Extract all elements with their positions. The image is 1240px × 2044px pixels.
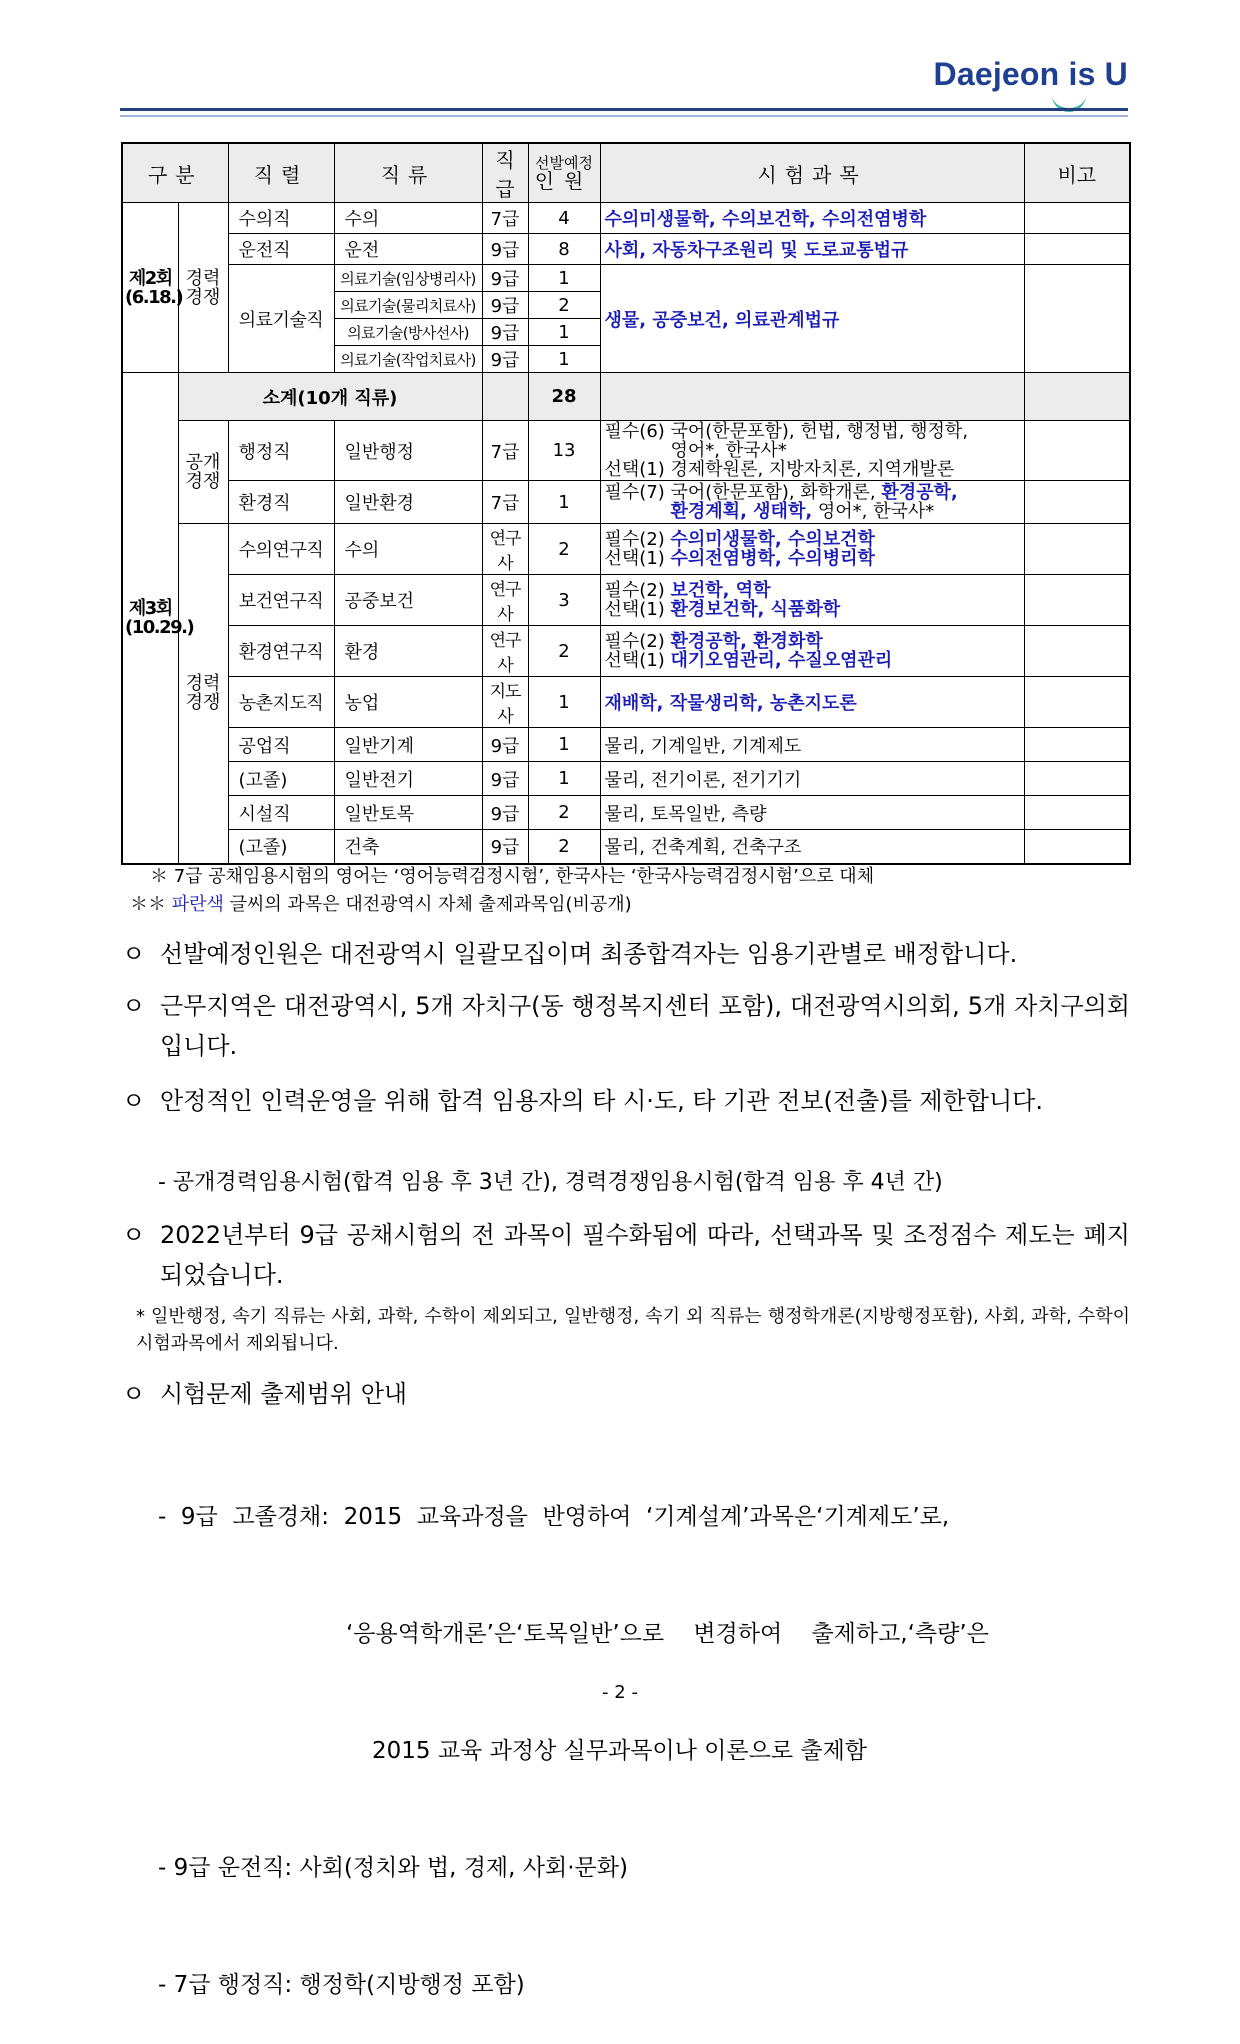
grade-cell: 9급 <box>482 796 528 830</box>
subject-blue: 보건학, 역학 <box>670 580 771 601</box>
count-cell: 2 <box>528 524 600 575</box>
header-rule <box>120 108 1128 111</box>
count-cell: 1 <box>528 265 600 292</box>
class-cell: 의료기술(임상병리사) <box>334 265 482 292</box>
subject-blue: 수의미생물학, 수의보건학 <box>670 529 875 550</box>
count-cell: 1 <box>528 481 600 524</box>
logo-text: Daejeon is U <box>933 56 1128 92</box>
footnote-marker: ＊＊ <box>130 894 172 915</box>
round3-career-type <box>178 524 228 864</box>
class-cell: 운전 <box>334 234 482 265</box>
class-cell: 의료기술(작업치료사) <box>334 346 482 373</box>
open-type-text: 공개경쟁 <box>185 452 221 492</box>
series-cell: 공업직 <box>228 728 334 762</box>
count-cell: 13 <box>528 421 600 481</box>
subjects-cell <box>600 421 1024 481</box>
grade-cell: 연구사 <box>482 626 528 677</box>
subject-blue: 환경공학, 환경화학 <box>670 631 823 652</box>
class-cell: 건축 <box>334 830 482 864</box>
round2-label <box>122 203 183 373</box>
series-cell: 수의직 <box>228 203 334 234</box>
class-cell: 환경 <box>334 626 482 677</box>
class-cell: 수의 <box>334 203 482 234</box>
subject-line <box>605 581 1020 600</box>
remarks-cell <box>1024 234 1130 265</box>
count-cell: 1 <box>528 677 600 728</box>
series-cell: 시설직 <box>228 796 334 830</box>
subject-blue: 대기오염관리, 수질오염관리 <box>670 650 893 671</box>
remarks-cell <box>1024 728 1130 762</box>
count-cell: 2 <box>528 626 600 677</box>
subject-line: 필수(6) 국어(한문포함), 헌법, 행정법, 행정학, <box>604 421 969 442</box>
table-row <box>122 481 1130 524</box>
subject-line <box>605 483 1020 502</box>
paragraph-text: 안정적인 인력운영을 위해 합격 임용자의 타 시·도, 타 기관 전보(전출)를 제한합니다. <box>160 1087 1043 1115</box>
count-cell: 3 <box>528 575 600 626</box>
subjects-cell <box>600 575 1024 626</box>
grade-cell: 9급 <box>482 728 528 762</box>
remarks-cell <box>1024 265 1130 373</box>
subject-line <box>605 549 1020 568</box>
header-count-bottom: 인원 <box>534 169 594 193</box>
class-cell: 일반행정 <box>334 421 482 481</box>
paragraph-4 <box>122 1215 1130 1295</box>
grade-cell: 9급 <box>482 265 528 292</box>
paragraph-3 <box>122 1081 1130 1121</box>
series-cell: 행정직 <box>228 421 334 481</box>
grade-cell: 연구사 <box>482 575 528 626</box>
class-cell: 의료기술(물리치료사) <box>334 292 482 319</box>
footnote-blue <box>130 892 632 918</box>
remarks-cell <box>1024 575 1130 626</box>
table-row <box>122 677 1130 728</box>
remarks-cell <box>1024 762 1130 796</box>
subtotal-label: 소계(10개 직류) <box>178 373 482 421</box>
subject-line <box>605 530 1020 549</box>
subtotal-remarks <box>1024 373 1130 421</box>
bullet-icon: ㅇ <box>122 940 146 968</box>
count-cell: 1 <box>528 346 600 373</box>
table-row <box>122 796 1130 830</box>
header-count <box>528 143 600 203</box>
class-cell: 농업 <box>334 677 482 728</box>
series-cell: 수의연구직 <box>228 524 334 575</box>
round2-type <box>178 203 228 373</box>
round3-date: (10.29.) <box>125 616 194 638</box>
count-cell: 2 <box>528 830 600 864</box>
subjects-cell <box>600 626 1024 677</box>
header-rule-thin <box>120 115 1128 117</box>
subject-blue: 환경공학, <box>881 482 958 503</box>
count-cell: 2 <box>528 292 600 319</box>
footnote-blue-word: 파란색 <box>171 894 224 915</box>
table-row <box>122 830 1130 864</box>
scope-line: 2015 교육 과정상 실무과목이나 이론으로 출제함 <box>372 1738 868 1764</box>
round2-name: 제2회 <box>128 267 172 289</box>
subjects-cell: 사회, 자동차구조원리 및 도로교통법규 <box>600 234 1024 265</box>
subject-blue: 수의전염병학, 수의병리학 <box>670 548 875 569</box>
series-cell: 의료기술직 <box>228 265 334 373</box>
round3-label <box>122 373 194 864</box>
subject-text: 필수(2) <box>604 529 671 550</box>
subjects-cell: 물리, 기계일반, 기계제도 <box>600 728 1024 762</box>
remarks-cell <box>1024 481 1130 524</box>
bullet-icon: ㅇ <box>122 1380 146 1408</box>
subject-blue: 환경보건학, 식품화학 <box>670 599 841 620</box>
subject-line <box>605 632 1020 651</box>
subject-text: 영어*, 한국사* <box>812 501 935 522</box>
grade-cell: 연구사 <box>482 524 528 575</box>
subject-line <box>605 502 1020 521</box>
paragraph-text: 선발예정인원은 대전광역시 일괄모집이며 최종합격자는 임용기관별로 배정합니다. <box>160 940 1018 968</box>
subject-line <box>605 600 1020 619</box>
class-cell: 수의 <box>334 524 482 575</box>
subjects-cell: 물리, 건축계획, 건축구조 <box>600 830 1024 864</box>
daejeon-is-u-logo <box>934 56 1128 93</box>
remarks-cell <box>1024 830 1130 864</box>
table-row <box>122 524 1130 575</box>
bullet-icon: ㅇ <box>122 1087 146 1115</box>
paragraph-3-dash: - 공개경력임용시험(합격 임용 후 3년 간), 경력경쟁임용시험(합격 임용 후 4년 간) <box>158 1170 943 1195</box>
class-cell: 일반전기 <box>334 762 482 796</box>
subjects-cell: 재배학, 작물생리학, 농촌지도론 <box>600 677 1024 728</box>
class-cell: 일반토목 <box>334 796 482 830</box>
table-row <box>122 203 1130 234</box>
paragraph-5 <box>122 1374 1130 1414</box>
remarks-cell <box>1024 626 1130 677</box>
page-number: - 2 - <box>602 1682 638 1703</box>
table-row <box>122 626 1130 677</box>
bullet-icon: ㅇ <box>122 1221 146 1249</box>
grade-cell: 7급 <box>482 203 528 234</box>
table-row <box>122 575 1130 626</box>
subject-text: 선택(1) <box>604 599 671 620</box>
grade-cell: 7급 <box>482 481 528 524</box>
series-cell: 운전직 <box>228 234 334 265</box>
subject-text: 선택(1) <box>604 650 671 671</box>
class-cell: 일반기계 <box>334 728 482 762</box>
paragraph-1 <box>122 934 1130 974</box>
bullet-icon: ㅇ <box>122 992 146 1020</box>
round3-open-type <box>178 421 228 524</box>
subtotal-grade <box>482 373 528 421</box>
header-remarks: 비고 <box>1024 143 1130 203</box>
paragraph-2 <box>122 986 1130 1066</box>
table-row <box>122 728 1130 762</box>
table-row <box>122 265 1130 292</box>
grade-cell: 9급 <box>482 830 528 864</box>
header-count-top: 선발예정 <box>535 154 593 172</box>
subject-blue: 환경계획, 생태학, <box>670 501 813 522</box>
class-cell: 일반환경 <box>334 481 482 524</box>
grade-cell: 7급 <box>482 421 528 481</box>
subject-line: 선택(1) 경제학원론, 지방자치론, 지역개발론 <box>604 459 955 480</box>
class-cell: 공중보건 <box>334 575 482 626</box>
grade-cell: 지도사 <box>482 677 528 728</box>
subjects-cell: 물리, 토목일반, 측량 <box>600 796 1024 830</box>
subjects-cell: 물리, 전기이론, 전기기기 <box>600 762 1024 796</box>
series-cell: 환경연구직 <box>228 626 334 677</box>
count-cell: 2 <box>528 796 600 830</box>
table-row <box>122 421 1130 481</box>
subtotal-row <box>122 373 1130 421</box>
header-category: 구분 <box>122 143 228 203</box>
subject-text: 선택(1) <box>604 548 671 569</box>
subjects-cell: 수의미생물학, 수의보건학, 수의전염병학 <box>600 203 1024 234</box>
grade-cell: 9급 <box>482 234 528 265</box>
scope-line: - 9급 운전직: 사회(정치와 법, 경제, 사회·문화) <box>158 1855 628 1881</box>
table-header-row <box>122 143 1130 203</box>
subjects-cell <box>600 481 1024 524</box>
series-cell: 보건연구직 <box>228 575 334 626</box>
count-cell: 4 <box>528 203 600 234</box>
subtotal-count: 28 <box>528 373 600 421</box>
subject-text: 필수(7) 국어(한문포함), 화학개론, <box>604 482 882 503</box>
exam-scope-list <box>158 1420 1128 2044</box>
exam-table <box>121 142 1131 865</box>
scope-line: - 7급 행정직: 행정학(지방행정 포함) <box>158 1972 525 1998</box>
remarks-cell <box>1024 677 1130 728</box>
series-cell: (고졸) <box>228 830 334 864</box>
grade-cell: 9급 <box>482 762 528 796</box>
round2-type-text: 경력경쟁 <box>185 267 221 308</box>
series-cell: 환경직 <box>228 481 334 524</box>
table-row <box>122 762 1130 796</box>
remarks-cell <box>1024 524 1130 575</box>
footnote-text: 글씨의 과목은 대전광역시 자체 출제과목임(비공개) <box>223 894 632 915</box>
paragraph-text: 근무지역은 대전광역시, 5개 자치구(동 행정복지센터 포함), 대전광역시의회, 5개 자치구의회입니다. <box>160 992 1130 1060</box>
subtotal-subjects <box>600 373 1024 421</box>
class-cell: 의료기술(방사선사) <box>334 319 482 346</box>
paragraph-4-note: * 일반행정, 속기 직류는 사회, 과학, 수학이 제외되고, 일반행정, 속기 외 직류는 행정학개론(지방행정포함), 사회, 과학, 수학이 시험과목에서 제외됩니다. <box>136 1306 1130 1354</box>
count-cell: 1 <box>528 762 600 796</box>
table-row <box>122 234 1130 265</box>
subjects-cell <box>600 524 1024 575</box>
paragraph-text: 시험문제 출제범위 안내 <box>160 1380 408 1408</box>
paragraph-text: 2022년부터 9급 공채시험의 전 과목이 필수화됨에 따라, 선택과목 및 조정점수 제도는 폐지되었습니다. <box>160 1221 1130 1289</box>
series-cell: 농촌지도직 <box>228 677 334 728</box>
career-type-text: 경력경쟁 <box>185 673 221 714</box>
header-series: 직렬 <box>228 143 334 203</box>
count-cell: 1 <box>528 728 600 762</box>
subject-line: 영어*, 한국사* <box>670 440 787 461</box>
scope-line: ‘응용역학개론’은‘토목일반’으로 변경하여 출제하고,‘측량’은 <box>346 1621 989 1647</box>
count-cell: 1 <box>528 319 600 346</box>
grade-cell: 9급 <box>482 319 528 346</box>
round2-date: (6.18.) <box>125 286 183 308</box>
series-cell: (고졸) <box>228 762 334 796</box>
header-grade: 직급 <box>482 143 528 203</box>
subject-text: 필수(2) <box>604 580 671 601</box>
footnote-english: ＊ 7급 공채임용시험의 영어는 ‘영어능력검정시험’, 한국사는 ‘한국사능력검정시험’으로 대체 <box>150 866 875 887</box>
grade-cell: 9급 <box>482 346 528 373</box>
scope-line: - 9급 고졸경채: 2015 교육과정을 반영하여 ‘기계설계’과목은‘기계제도’로, <box>158 1504 950 1530</box>
remarks-cell <box>1024 203 1130 234</box>
grade-cell: 9급 <box>482 292 528 319</box>
header-subjects: 시험과목 <box>600 143 1024 203</box>
subjects-cell: 생물, 공중보건, 의료관계법규 <box>600 265 1024 373</box>
subject-line <box>605 651 1020 670</box>
subject-text: 필수(2) <box>604 631 671 652</box>
count-cell: 8 <box>528 234 600 265</box>
header-class: 직류 <box>334 143 482 203</box>
round3-name: 제3회 <box>128 597 172 619</box>
remarks-cell <box>1024 796 1130 830</box>
remarks-cell <box>1024 421 1130 481</box>
